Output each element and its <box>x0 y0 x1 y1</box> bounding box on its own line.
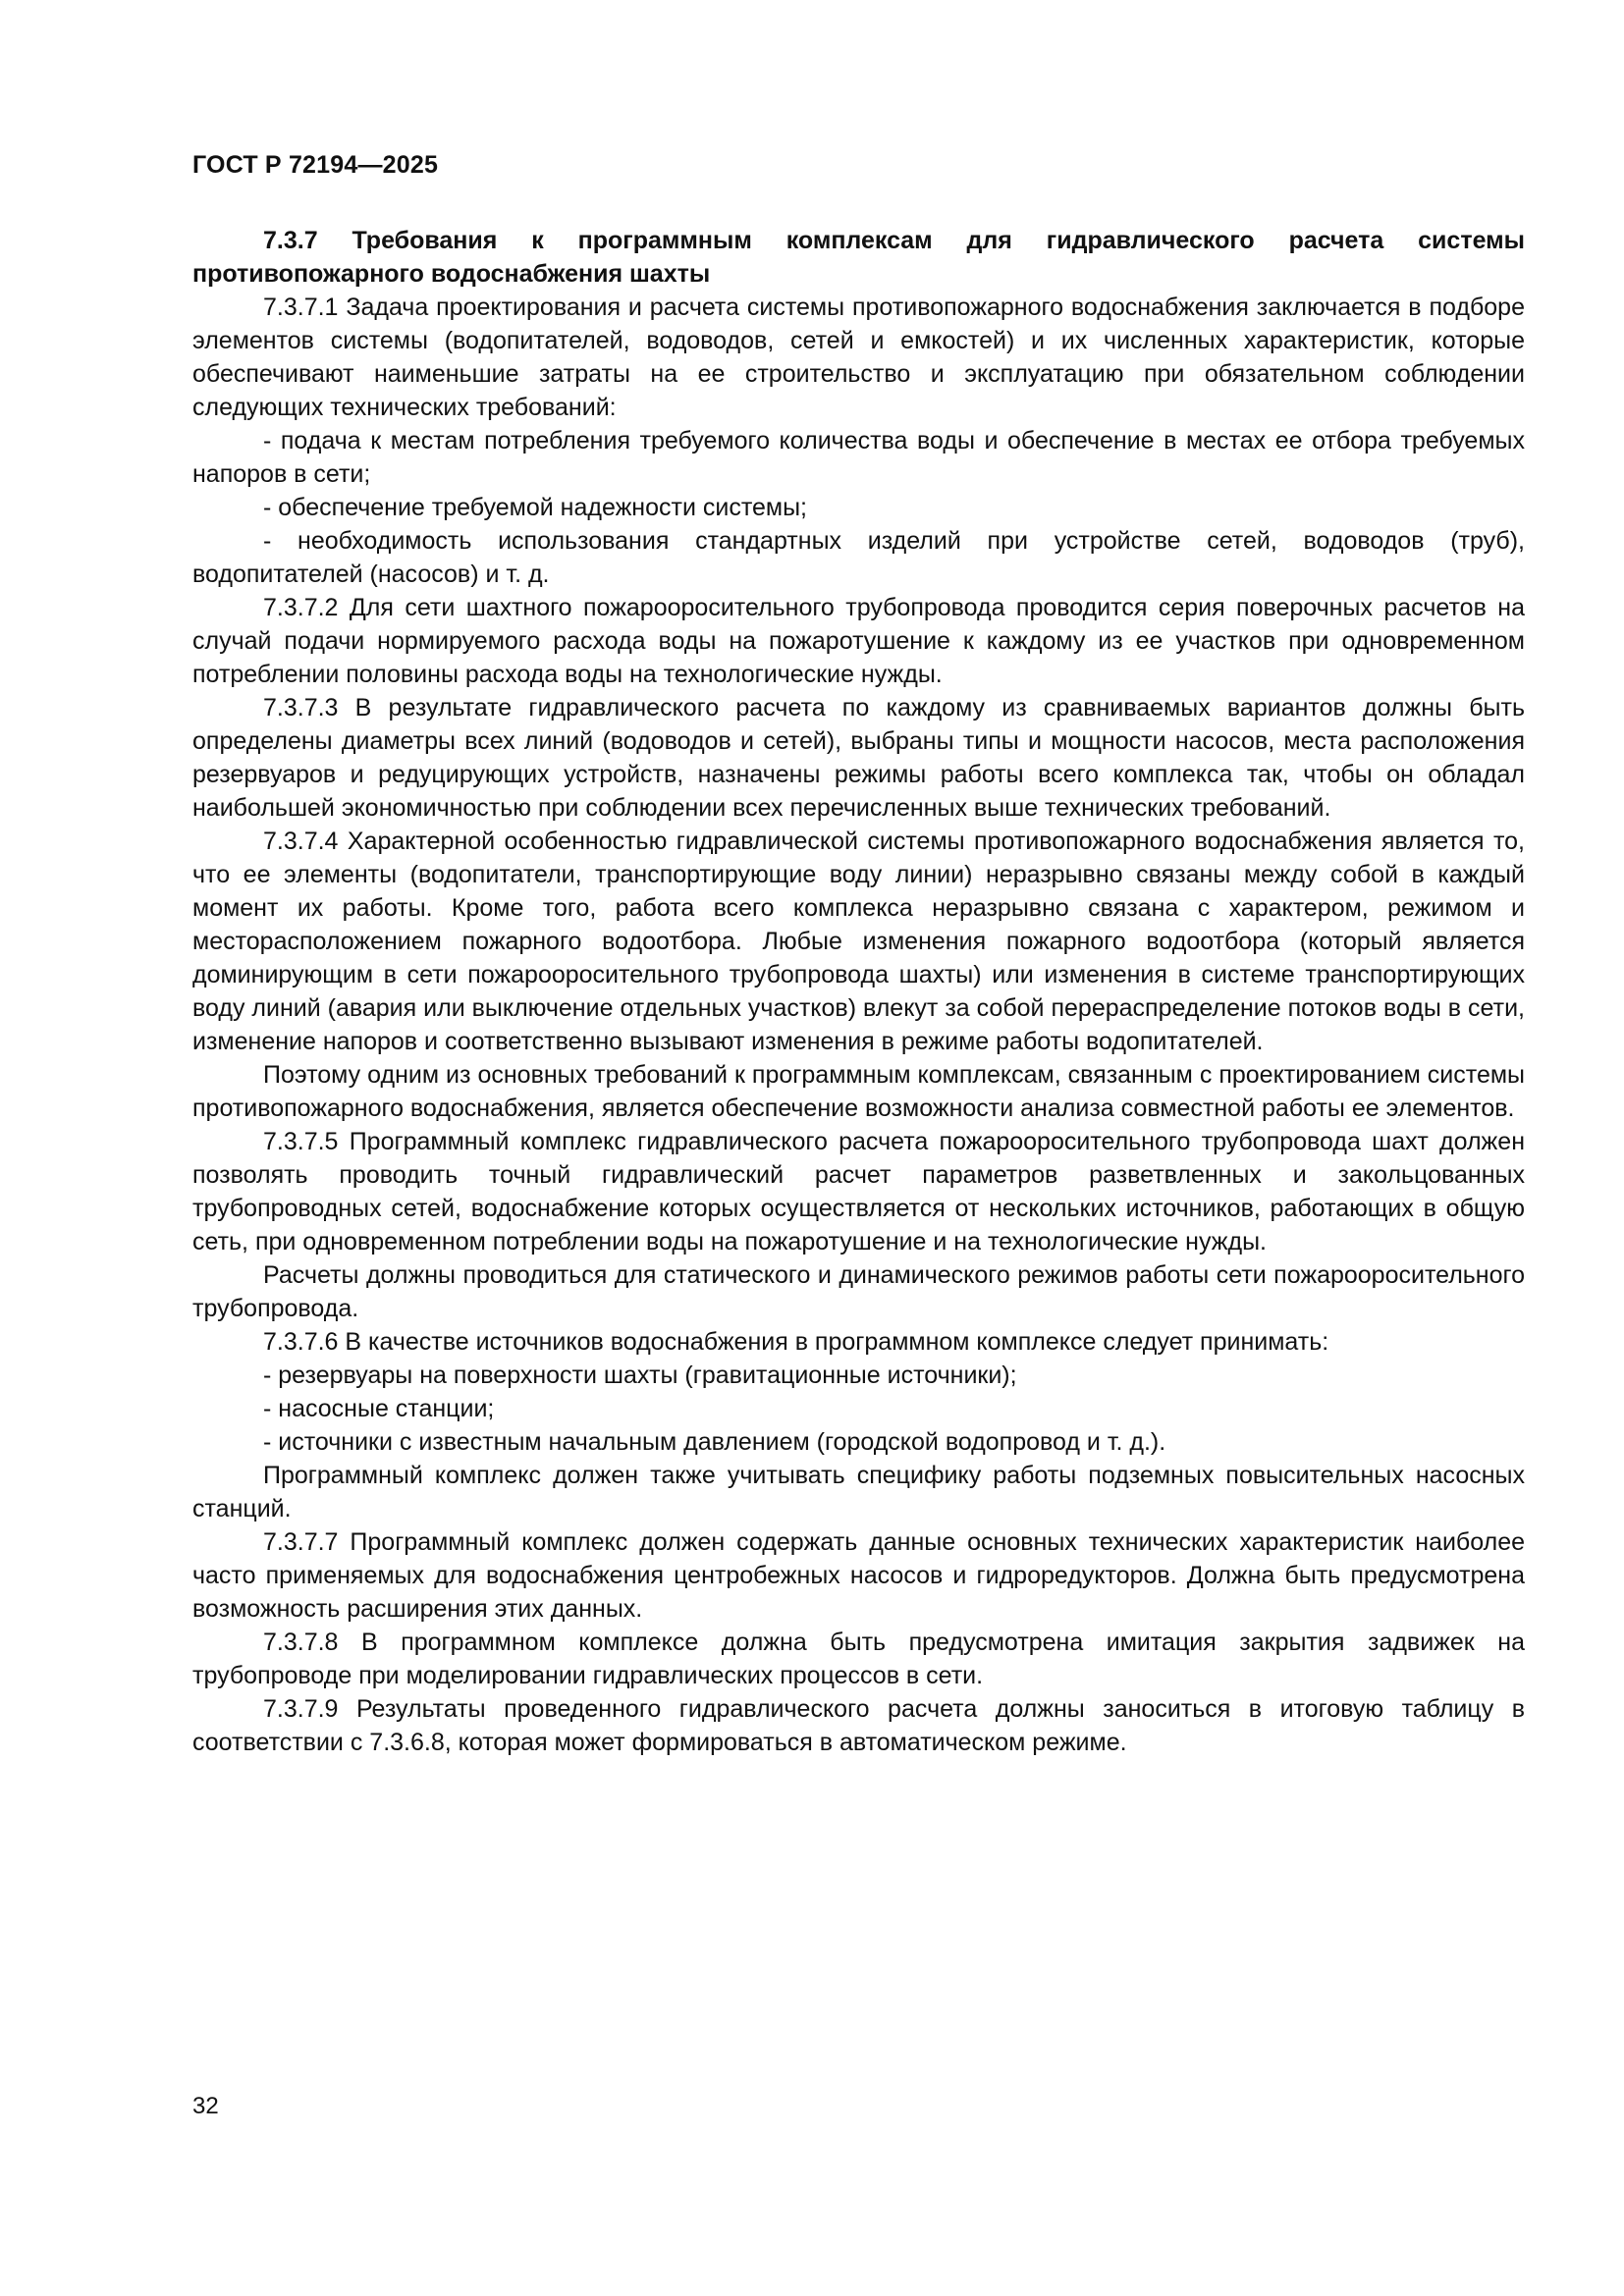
paragraph: 7.3.7.4 Характерной особенностью гидравлической системы противопожарного водоснабжения является то, что ее элементы (водопитатели, транспортирующие воду линии) неразрывно связаны между собой в каждый момент их работы. Кроме того, работа всего комплекса неразрывно связана с характером, режимом и месторасположением пожарного водоотбора. Любые изменения пожарного водоотбора (который является доминирующим в сети пожарооросительного трубопровода шахты) или изменения в системе транспортирующих воду линий (авария или выключение отдельных участков) влекут за собой перераспределение потоков воды в сети, изменение напоров и соответственно вызывают изменения в режиме работы водопитателей. <box>192 828 1525 1055</box>
paragraph: 7.3.7.8 В программном комплексе должна быть предусмотрена имитация закрытия задвижек на трубопроводе при моделировании гидравлических процессов в сети. <box>192 1629 1525 1689</box>
paragraph: 7.3.7.6 В качестве источников водоснабжения в программном комплексе следует принимать: <box>263 1328 1329 1356</box>
paragraph: 7.3.7.3 В результате гидравлического расчета по каждому из сравниваемых вариантов должны быть определены диаметры всех линий (водоводов и сетей), выбраны типы и мощности насосов, места расположения резервуаров и редуцирующих устройств, назначены режимы работы всего комплекса так, чтобы он обладал наибольшей экономичностью при соблюдении всех перечисленных выше технических требований. <box>192 694 1525 822</box>
paragraph: 7.3.7.7 Программный комплекс должен содержать данные основных технических характеристик наиболее часто применяемых для водоснабжения центробежных насосов и гидроредукторов. Должна быть предусмотрена возможность расширения этих данных. <box>192 1528 1525 1623</box>
section-heading: 7.3.7 Требования к программным комплексам для гидравлического расчета системы противопожарного водоснабжения шахты <box>192 227 1525 288</box>
paragraph: Поэтому одним из основных требований к программным комплексам, связанным с проектированием системы противопожарного водоснабжения, является обеспечение возможности анализа совместной работы ее элементов. <box>192 1061 1525 1122</box>
paragraph: Программный комплекс должен также учитывать специфику работы подземных повысительных насосных станций. <box>192 1462 1525 1522</box>
document-header: ГОСТ Р 72194—2025 <box>192 151 439 179</box>
list-item: - насосные станции; <box>263 1395 495 1422</box>
list-item: - резервуары на поверхности шахты (гравитационные источники); <box>263 1362 1017 1389</box>
paragraph: Расчеты должны проводиться для статического и динамического режимов работы сети пожарооросительного трубопровода. <box>192 1261 1525 1322</box>
paragraph: 7.3.7.2 Для сети шахтного пожарооросительного трубопровода проводится серия поверочных расчетов на случай подачи нормируемого расхода воды на пожаротушение к каждому из ее участков при одновременном потреблении половины расхода воды на технологические нужды. <box>192 594 1525 688</box>
list-item: - подача к местам потребления требуемого количества воды и обеспечение в местах ее отбора требуемых напоров в сети; <box>192 427 1525 488</box>
paragraph: 7.3.7.9 Результаты проведенного гидравлического расчета должны заноситься в итоговую таблицу в соответствии с 7.3.6.8, которая может формироваться в автоматическом режиме. <box>192 1695 1525 1756</box>
list-item: - обеспечение требуемой надежности системы; <box>263 494 808 521</box>
paragraph: 7.3.7.5 Программный комплекс гидравлического расчета пожарооросительного трубопровода шахт должен позволять проводить точный гидравлический расчет параметров разветвленных и закольцованных трубопроводных сетей, водоснабжение которых осуществляется от нескольких источников, работающих в общую сеть, при одновременном потреблении воды на пожаротушение и на технологические нужды. <box>192 1128 1525 1255</box>
list-item: - источники с известным начальным давлением (городской водопровод и т. д.). <box>263 1428 1166 1456</box>
list-item: - необходимость использования стандартных изделий при устройстве сетей, водоводов (труб), водопитателей (насосов) и т. д. <box>192 527 1525 588</box>
document-body <box>192 224 1525 1759</box>
paragraph: 7.3.7.1 Задача проектирования и расчета системы противопожарного водоснабжения заключается в подборе элементов системы (водопитателей, водоводов, сетей и емкостей) и их численных характеристик, которые обеспечивают наименьшие затраты на ее строительство и эксплуатацию при обязательном соблюдении следующих технических требований: <box>192 294 1525 421</box>
page-number: 32 <box>192 2093 219 2119</box>
